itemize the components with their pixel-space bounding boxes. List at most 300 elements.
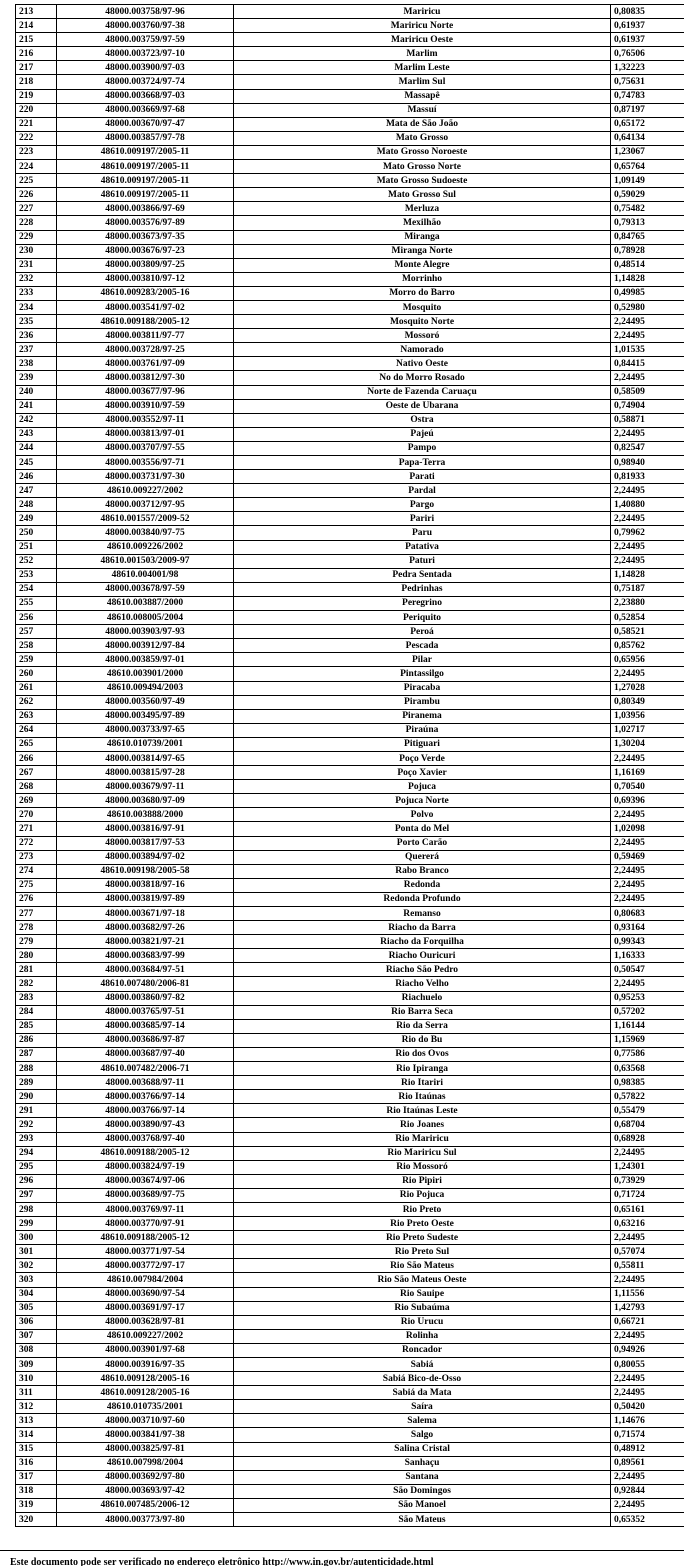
field-name-cell: Periquito bbox=[234, 611, 611, 625]
process-number-cell: 48000.003688/97-11 bbox=[57, 1076, 234, 1090]
row-number-cell: 255 bbox=[16, 596, 57, 610]
row-number-cell: 264 bbox=[16, 723, 57, 737]
process-number-cell: 48000.003680/97-09 bbox=[57, 794, 234, 808]
process-number-cell: 48000.003687/97-40 bbox=[57, 1047, 234, 1061]
row-number-cell: 303 bbox=[16, 1273, 57, 1287]
field-name-cell: Santana bbox=[234, 1470, 611, 1484]
value-cell: 1,09149 bbox=[611, 174, 684, 188]
value-cell: 0,73929 bbox=[611, 1174, 684, 1188]
table-row bbox=[16, 385, 684, 399]
process-number-cell: 48000.003556/97-71 bbox=[57, 456, 234, 470]
table-row bbox=[16, 723, 684, 737]
field-name-cell: Saíra bbox=[234, 1400, 611, 1414]
field-name-cell: Rio Preto bbox=[234, 1202, 611, 1216]
process-number-cell: 48000.003903/97-93 bbox=[57, 625, 234, 639]
row-number-cell: 239 bbox=[16, 371, 57, 385]
field-name-cell: Miranga Norte bbox=[234, 244, 611, 258]
value-cell: 2,24495 bbox=[611, 329, 684, 343]
table-row bbox=[16, 1259, 684, 1273]
field-name-cell: Rio dos Ovos bbox=[234, 1047, 611, 1061]
process-number-cell: 48000.003912/97-84 bbox=[57, 639, 234, 653]
process-number-cell: 48000.003814/97-65 bbox=[57, 751, 234, 765]
value-cell: 2,24495 bbox=[611, 315, 684, 329]
field-name-cell: Marlim bbox=[234, 47, 611, 61]
process-number-cell: 48000.003576/97-89 bbox=[57, 216, 234, 230]
value-cell: 0,80055 bbox=[611, 1358, 684, 1372]
field-name-cell: Rio Itaúnas bbox=[234, 1090, 611, 1104]
value-cell: 0,57822 bbox=[611, 1090, 684, 1104]
field-name-cell: Massapê bbox=[234, 89, 611, 103]
value-cell: 0,71574 bbox=[611, 1428, 684, 1442]
table-row bbox=[16, 33, 684, 47]
field-name-cell: Mariricu Oeste bbox=[234, 33, 611, 47]
value-cell: 0,71724 bbox=[611, 1188, 684, 1202]
row-number-cell: 297 bbox=[16, 1188, 57, 1202]
value-cell: 1,02098 bbox=[611, 822, 684, 836]
row-number-cell: 319 bbox=[16, 1498, 57, 1512]
row-number-cell: 304 bbox=[16, 1287, 57, 1301]
table-row bbox=[16, 1174, 684, 1188]
field-name-cell: Pajeú bbox=[234, 427, 611, 441]
field-name-cell: Paru bbox=[234, 526, 611, 540]
value-cell: 0,79962 bbox=[611, 526, 684, 540]
table-row bbox=[16, 1146, 684, 1160]
process-number-cell: 48000.003812/97-30 bbox=[57, 371, 234, 385]
value-cell: 0,77586 bbox=[611, 1047, 684, 1061]
table-row bbox=[16, 427, 684, 441]
table-row bbox=[16, 1329, 684, 1343]
table-row bbox=[16, 1414, 684, 1428]
field-name-cell: Poço Verde bbox=[234, 751, 611, 765]
table-row bbox=[16, 596, 684, 610]
field-name-cell: Salina Cristal bbox=[234, 1442, 611, 1456]
table-row bbox=[16, 1400, 684, 1414]
value-cell: 1,14676 bbox=[611, 1414, 684, 1428]
row-number-cell: 315 bbox=[16, 1442, 57, 1456]
field-name-cell: Roncador bbox=[234, 1343, 611, 1357]
row-number-cell: 220 bbox=[16, 103, 57, 117]
value-cell: 0,70540 bbox=[611, 780, 684, 794]
process-number-cell: 48000.003819/97-89 bbox=[57, 892, 234, 906]
process-number-cell: 48000.003766/97-14 bbox=[57, 1104, 234, 1118]
process-number-cell: 48000.003816/97-91 bbox=[57, 822, 234, 836]
value-cell: 2,24495 bbox=[611, 1470, 684, 1484]
row-number-cell: 256 bbox=[16, 611, 57, 625]
process-number-cell: 48000.003690/97-54 bbox=[57, 1287, 234, 1301]
field-name-cell: Rio São Mateus Oeste bbox=[234, 1273, 611, 1287]
row-number-cell: 244 bbox=[16, 441, 57, 455]
field-name-cell: Redonda Profundo bbox=[234, 892, 611, 906]
process-number-cell: 48000.003679/97-11 bbox=[57, 780, 234, 794]
row-number-cell: 271 bbox=[16, 822, 57, 836]
field-name-cell: Rio Preto Sul bbox=[234, 1245, 611, 1259]
value-cell: 0,61937 bbox=[611, 33, 684, 47]
field-name-cell: Pojuca Norte bbox=[234, 794, 611, 808]
field-name-cell: Rio Pojuca bbox=[234, 1188, 611, 1202]
value-cell: 0,61937 bbox=[611, 19, 684, 33]
value-cell: 2,24495 bbox=[611, 977, 684, 991]
process-number-cell: 48000.003761/97-09 bbox=[57, 357, 234, 371]
field-name-cell: Remanso bbox=[234, 907, 611, 921]
process-number-cell: 48000.003813/97-01 bbox=[57, 427, 234, 441]
field-name-cell: Rio Itariri bbox=[234, 1076, 611, 1090]
table-row bbox=[16, 611, 684, 625]
field-name-cell: Parati bbox=[234, 470, 611, 484]
value-cell: 1,15969 bbox=[611, 1033, 684, 1047]
row-number-cell: 219 bbox=[16, 89, 57, 103]
field-name-cell: São Domingos bbox=[234, 1484, 611, 1498]
field-name-cell: Pariri bbox=[234, 512, 611, 526]
field-name-cell: Norte de Fazenda Caruaçu bbox=[234, 385, 611, 399]
value-cell: 2,24495 bbox=[611, 1329, 684, 1343]
value-cell: 2,24495 bbox=[611, 1372, 684, 1386]
field-name-cell: Sabiá da Mata bbox=[234, 1386, 611, 1400]
row-number-cell: 269 bbox=[16, 794, 57, 808]
row-number-cell: 232 bbox=[16, 272, 57, 286]
row-number-cell: 284 bbox=[16, 1005, 57, 1019]
table-row bbox=[16, 1160, 684, 1174]
row-number-cell: 225 bbox=[16, 174, 57, 188]
value-cell: 0,52854 bbox=[611, 611, 684, 625]
row-number-cell: 223 bbox=[16, 145, 57, 159]
value-cell: 0,87197 bbox=[611, 103, 684, 117]
table-row bbox=[16, 1456, 684, 1470]
value-cell: 0,55479 bbox=[611, 1104, 684, 1118]
table-row bbox=[16, 75, 684, 89]
field-name-cell: Riacho da Forquilha bbox=[234, 935, 611, 949]
table-row bbox=[16, 174, 684, 188]
value-cell: 1,27028 bbox=[611, 681, 684, 695]
value-cell: 0,63216 bbox=[611, 1217, 684, 1231]
process-number-cell: 48610.009128/2005-16 bbox=[57, 1386, 234, 1400]
process-number-cell: 48610.009227/2002 bbox=[57, 1329, 234, 1343]
process-number-cell: 48000.003772/97-17 bbox=[57, 1259, 234, 1273]
process-number-cell: 48000.003900/97-03 bbox=[57, 61, 234, 75]
value-cell: 1,16169 bbox=[611, 766, 684, 780]
row-number-cell: 292 bbox=[16, 1118, 57, 1132]
value-cell: 0,48912 bbox=[611, 1442, 684, 1456]
process-number-cell: 48000.003682/97-26 bbox=[57, 921, 234, 935]
process-number-cell: 48000.003866/97-69 bbox=[57, 202, 234, 216]
table-row bbox=[16, 160, 684, 174]
value-cell: 0,89561 bbox=[611, 1456, 684, 1470]
row-number-cell: 235 bbox=[16, 315, 57, 329]
row-number-cell: 305 bbox=[16, 1301, 57, 1315]
table-row bbox=[16, 780, 684, 794]
table-row bbox=[16, 5, 684, 19]
field-name-cell: Namorado bbox=[234, 343, 611, 357]
field-name-cell: Pescada bbox=[234, 639, 611, 653]
value-cell: 0,85762 bbox=[611, 639, 684, 653]
field-name-cell: São Mateus bbox=[234, 1513, 611, 1527]
row-number-cell: 308 bbox=[16, 1343, 57, 1357]
value-cell: 1,14828 bbox=[611, 272, 684, 286]
table-row bbox=[16, 625, 684, 639]
row-number-cell: 214 bbox=[16, 19, 57, 33]
row-number-cell: 266 bbox=[16, 751, 57, 765]
row-number-cell: 251 bbox=[16, 540, 57, 554]
process-number-cell: 48000.003728/97-25 bbox=[57, 343, 234, 357]
field-name-cell: Pampo bbox=[234, 441, 611, 455]
value-cell: 0,81933 bbox=[611, 470, 684, 484]
field-name-cell: Pargo bbox=[234, 498, 611, 512]
row-number-cell: 263 bbox=[16, 709, 57, 723]
table-row bbox=[16, 540, 684, 554]
value-cell: 2,23880 bbox=[611, 596, 684, 610]
table-row bbox=[16, 751, 684, 765]
process-number-cell: 48000.003760/97-38 bbox=[57, 19, 234, 33]
table-row bbox=[16, 300, 684, 314]
value-cell: 2,24495 bbox=[611, 808, 684, 822]
process-number-cell: 48610.003888/2000 bbox=[57, 808, 234, 822]
value-cell: 1,14828 bbox=[611, 568, 684, 582]
field-name-cell: Rio Sauipe bbox=[234, 1287, 611, 1301]
field-name-cell: Salgo bbox=[234, 1428, 611, 1442]
field-name-cell: Pojuca bbox=[234, 780, 611, 794]
table-row bbox=[16, 258, 684, 272]
field-name-cell: Mato Grosso Sul bbox=[234, 188, 611, 202]
row-number-cell: 236 bbox=[16, 329, 57, 343]
process-number-cell: 48000.003769/97-11 bbox=[57, 1202, 234, 1216]
row-number-cell: 216 bbox=[16, 47, 57, 61]
table-row bbox=[16, 935, 684, 949]
table-row bbox=[16, 1132, 684, 1146]
row-number-cell: 245 bbox=[16, 456, 57, 470]
process-number-cell: 48000.003692/97-80 bbox=[57, 1470, 234, 1484]
field-name-cell: Pilar bbox=[234, 653, 611, 667]
table-row bbox=[16, 977, 684, 991]
table-row bbox=[16, 864, 684, 878]
value-cell: 2,24495 bbox=[611, 484, 684, 498]
value-cell: 0,74783 bbox=[611, 89, 684, 103]
value-cell: 2,24495 bbox=[611, 1146, 684, 1160]
field-name-cell: Rio da Serra bbox=[234, 1019, 611, 1033]
field-name-cell: Piraúna bbox=[234, 723, 611, 737]
value-cell: 0,66721 bbox=[611, 1315, 684, 1329]
value-cell: 1,32223 bbox=[611, 61, 684, 75]
process-number-cell: 48610.009197/2005-11 bbox=[57, 160, 234, 174]
field-name-cell: Mato Grosso Norte bbox=[234, 160, 611, 174]
value-cell: 0,65764 bbox=[611, 160, 684, 174]
value-cell: 0,84415 bbox=[611, 357, 684, 371]
row-number-cell: 299 bbox=[16, 1217, 57, 1231]
row-number-cell: 309 bbox=[16, 1358, 57, 1372]
field-name-cell: Morrinho bbox=[234, 272, 611, 286]
value-cell: 1,03956 bbox=[611, 709, 684, 723]
table-row bbox=[16, 19, 684, 33]
process-number-cell: 48610.007998/2004 bbox=[57, 1456, 234, 1470]
field-name-cell: Rio Barra Seca bbox=[234, 1005, 611, 1019]
process-number-cell: 48610.009197/2005-11 bbox=[57, 174, 234, 188]
row-number-cell: 217 bbox=[16, 61, 57, 75]
process-number-cell: 48000.003894/97-02 bbox=[57, 850, 234, 864]
table-row bbox=[16, 61, 684, 75]
field-name-cell: Mexilhão bbox=[234, 216, 611, 230]
value-cell: 1,16333 bbox=[611, 949, 684, 963]
value-cell: 0,50420 bbox=[611, 1400, 684, 1414]
process-number-cell: 48000.003773/97-80 bbox=[57, 1513, 234, 1527]
value-cell: 0,52980 bbox=[611, 300, 684, 314]
row-number-cell: 221 bbox=[16, 117, 57, 131]
table-row bbox=[16, 131, 684, 145]
row-number-cell: 242 bbox=[16, 413, 57, 427]
value-cell: 0,49985 bbox=[611, 286, 684, 300]
table-row bbox=[16, 695, 684, 709]
row-number-cell: 213 bbox=[16, 5, 57, 19]
table-row bbox=[16, 1315, 684, 1329]
value-cell: 0,50547 bbox=[611, 963, 684, 977]
process-number-cell: 48000.003771/97-54 bbox=[57, 1245, 234, 1259]
value-cell: 0,99343 bbox=[611, 935, 684, 949]
value-cell: 2,24495 bbox=[611, 371, 684, 385]
field-name-cell: Monte Alegre bbox=[234, 258, 611, 272]
row-number-cell: 240 bbox=[16, 385, 57, 399]
row-number-cell: 280 bbox=[16, 949, 57, 963]
value-cell: 1,23067 bbox=[611, 145, 684, 159]
field-name-cell: Riacho da Barra bbox=[234, 921, 611, 935]
table-row bbox=[16, 1217, 684, 1231]
row-number-cell: 252 bbox=[16, 554, 57, 568]
value-cell: 0,95253 bbox=[611, 991, 684, 1005]
value-cell: 0,57202 bbox=[611, 1005, 684, 1019]
table-row bbox=[16, 639, 684, 653]
value-cell: 2,24495 bbox=[611, 1231, 684, 1245]
field-name-cell: Riacho Velho bbox=[234, 977, 611, 991]
process-number-cell: 48610.008005/2004 bbox=[57, 611, 234, 625]
table-row bbox=[16, 1287, 684, 1301]
value-cell: 2,24495 bbox=[611, 540, 684, 554]
field-name-cell: Riacho São Pedro bbox=[234, 963, 611, 977]
row-number-cell: 300 bbox=[16, 1231, 57, 1245]
value-cell: 0,68704 bbox=[611, 1118, 684, 1132]
value-cell: 1,42793 bbox=[611, 1301, 684, 1315]
value-cell: 1,02717 bbox=[611, 723, 684, 737]
row-number-cell: 265 bbox=[16, 737, 57, 751]
table-row bbox=[16, 1343, 684, 1357]
process-number-cell: 48000.003683/97-99 bbox=[57, 949, 234, 963]
field-name-cell: Merluza bbox=[234, 202, 611, 216]
process-number-cell: 48610.009283/2005-16 bbox=[57, 286, 234, 300]
process-number-cell: 48610.010739/2001 bbox=[57, 737, 234, 751]
process-number-cell: 48610.009198/2005-58 bbox=[57, 864, 234, 878]
row-number-cell: 273 bbox=[16, 850, 57, 864]
field-name-cell: Poço Xavier bbox=[234, 766, 611, 780]
field-name-cell: Rio do Bu bbox=[234, 1033, 611, 1047]
row-number-cell: 320 bbox=[16, 1513, 57, 1527]
table-row bbox=[16, 766, 684, 780]
process-number-cell: 48000.003677/97-96 bbox=[57, 385, 234, 399]
process-number-cell: 48000.003824/97-19 bbox=[57, 1160, 234, 1174]
process-number-cell: 48000.003768/97-40 bbox=[57, 1132, 234, 1146]
row-number-cell: 267 bbox=[16, 766, 57, 780]
field-name-cell: Mosquito Norte bbox=[234, 315, 611, 329]
field-name-cell: Porto Carão bbox=[234, 836, 611, 850]
value-cell: 2,24495 bbox=[611, 864, 684, 878]
row-number-cell: 268 bbox=[16, 780, 57, 794]
table-row bbox=[16, 1090, 684, 1104]
field-name-cell: Miranga bbox=[234, 230, 611, 244]
field-name-cell: São Manoel bbox=[234, 1498, 611, 1512]
table-row bbox=[16, 441, 684, 455]
field-name-cell: Peregrino bbox=[234, 596, 611, 610]
value-cell: 0,78928 bbox=[611, 244, 684, 258]
process-number-cell: 48610.009188/2005-12 bbox=[57, 1146, 234, 1160]
process-number-cell: 48610.004001/98 bbox=[57, 568, 234, 582]
field-name-cell: Nativo Oeste bbox=[234, 357, 611, 371]
field-name-cell: Paturi bbox=[234, 554, 611, 568]
table-row bbox=[16, 47, 684, 61]
value-cell: 0,75631 bbox=[611, 75, 684, 89]
row-number-cell: 282 bbox=[16, 977, 57, 991]
table-row bbox=[16, 1372, 684, 1386]
table-row bbox=[16, 836, 684, 850]
process-number-cell: 48000.003693/97-42 bbox=[57, 1484, 234, 1498]
row-number-cell: 316 bbox=[16, 1456, 57, 1470]
field-name-cell: Mato Grosso Noroeste bbox=[234, 145, 611, 159]
process-number-cell: 48000.003860/97-82 bbox=[57, 991, 234, 1005]
data-table bbox=[15, 4, 684, 1527]
field-name-cell: Pintassilgo bbox=[234, 667, 611, 681]
row-number-cell: 243 bbox=[16, 427, 57, 441]
row-number-cell: 285 bbox=[16, 1019, 57, 1033]
row-number-cell: 312 bbox=[16, 1400, 57, 1414]
table-row bbox=[16, 216, 684, 230]
field-name-cell: Rio São Mateus bbox=[234, 1259, 611, 1273]
row-number-cell: 246 bbox=[16, 470, 57, 484]
value-cell: 2,24495 bbox=[611, 667, 684, 681]
table-row bbox=[16, 202, 684, 216]
field-name-cell: Rio Preto Oeste bbox=[234, 1217, 611, 1231]
field-name-cell: Marlim Sul bbox=[234, 75, 611, 89]
value-cell: 0,79313 bbox=[611, 216, 684, 230]
table-row bbox=[16, 343, 684, 357]
process-number-cell: 48000.003809/97-25 bbox=[57, 258, 234, 272]
table-row bbox=[16, 1386, 684, 1400]
value-cell: 2,24495 bbox=[611, 1386, 684, 1400]
process-number-cell: 48000.003710/97-60 bbox=[57, 1414, 234, 1428]
table-row bbox=[16, 329, 684, 343]
process-number-cell: 48610.001557/2009-52 bbox=[57, 512, 234, 526]
table-row bbox=[16, 878, 684, 892]
value-cell: 0,68928 bbox=[611, 1132, 684, 1146]
value-cell: 0,65352 bbox=[611, 1513, 684, 1527]
process-number-cell: 48610.003901/2000 bbox=[57, 667, 234, 681]
row-number-cell: 253 bbox=[16, 568, 57, 582]
process-number-cell: 48000.003857/97-78 bbox=[57, 131, 234, 145]
value-cell: 0,55811 bbox=[611, 1259, 684, 1273]
process-number-cell: 48000.003901/97-68 bbox=[57, 1343, 234, 1357]
field-name-cell: Mato Grosso bbox=[234, 131, 611, 145]
table-row bbox=[16, 1498, 684, 1512]
field-name-cell: Rio Itaúnas Leste bbox=[234, 1104, 611, 1118]
process-number-cell: 48610.009227/2002 bbox=[57, 484, 234, 498]
value-cell: 2,24495 bbox=[611, 512, 684, 526]
process-number-cell: 48000.003818/97-16 bbox=[57, 878, 234, 892]
field-name-cell: Ostra bbox=[234, 413, 611, 427]
field-name-cell: Rio Mariricu Sul bbox=[234, 1146, 611, 1160]
table-row bbox=[16, 230, 684, 244]
field-name-cell: Rio Preto Sudeste bbox=[234, 1231, 611, 1245]
table-row bbox=[16, 737, 684, 751]
table-row bbox=[16, 892, 684, 906]
value-cell: 0,84765 bbox=[611, 230, 684, 244]
table-row bbox=[16, 582, 684, 596]
process-number-cell: 48610.009188/2005-12 bbox=[57, 315, 234, 329]
table-row bbox=[16, 1470, 684, 1484]
process-number-cell: 48000.003684/97-51 bbox=[57, 963, 234, 977]
process-number-cell: 48000.003890/97-43 bbox=[57, 1118, 234, 1132]
field-name-cell: Rio Ipiranga bbox=[234, 1062, 611, 1076]
